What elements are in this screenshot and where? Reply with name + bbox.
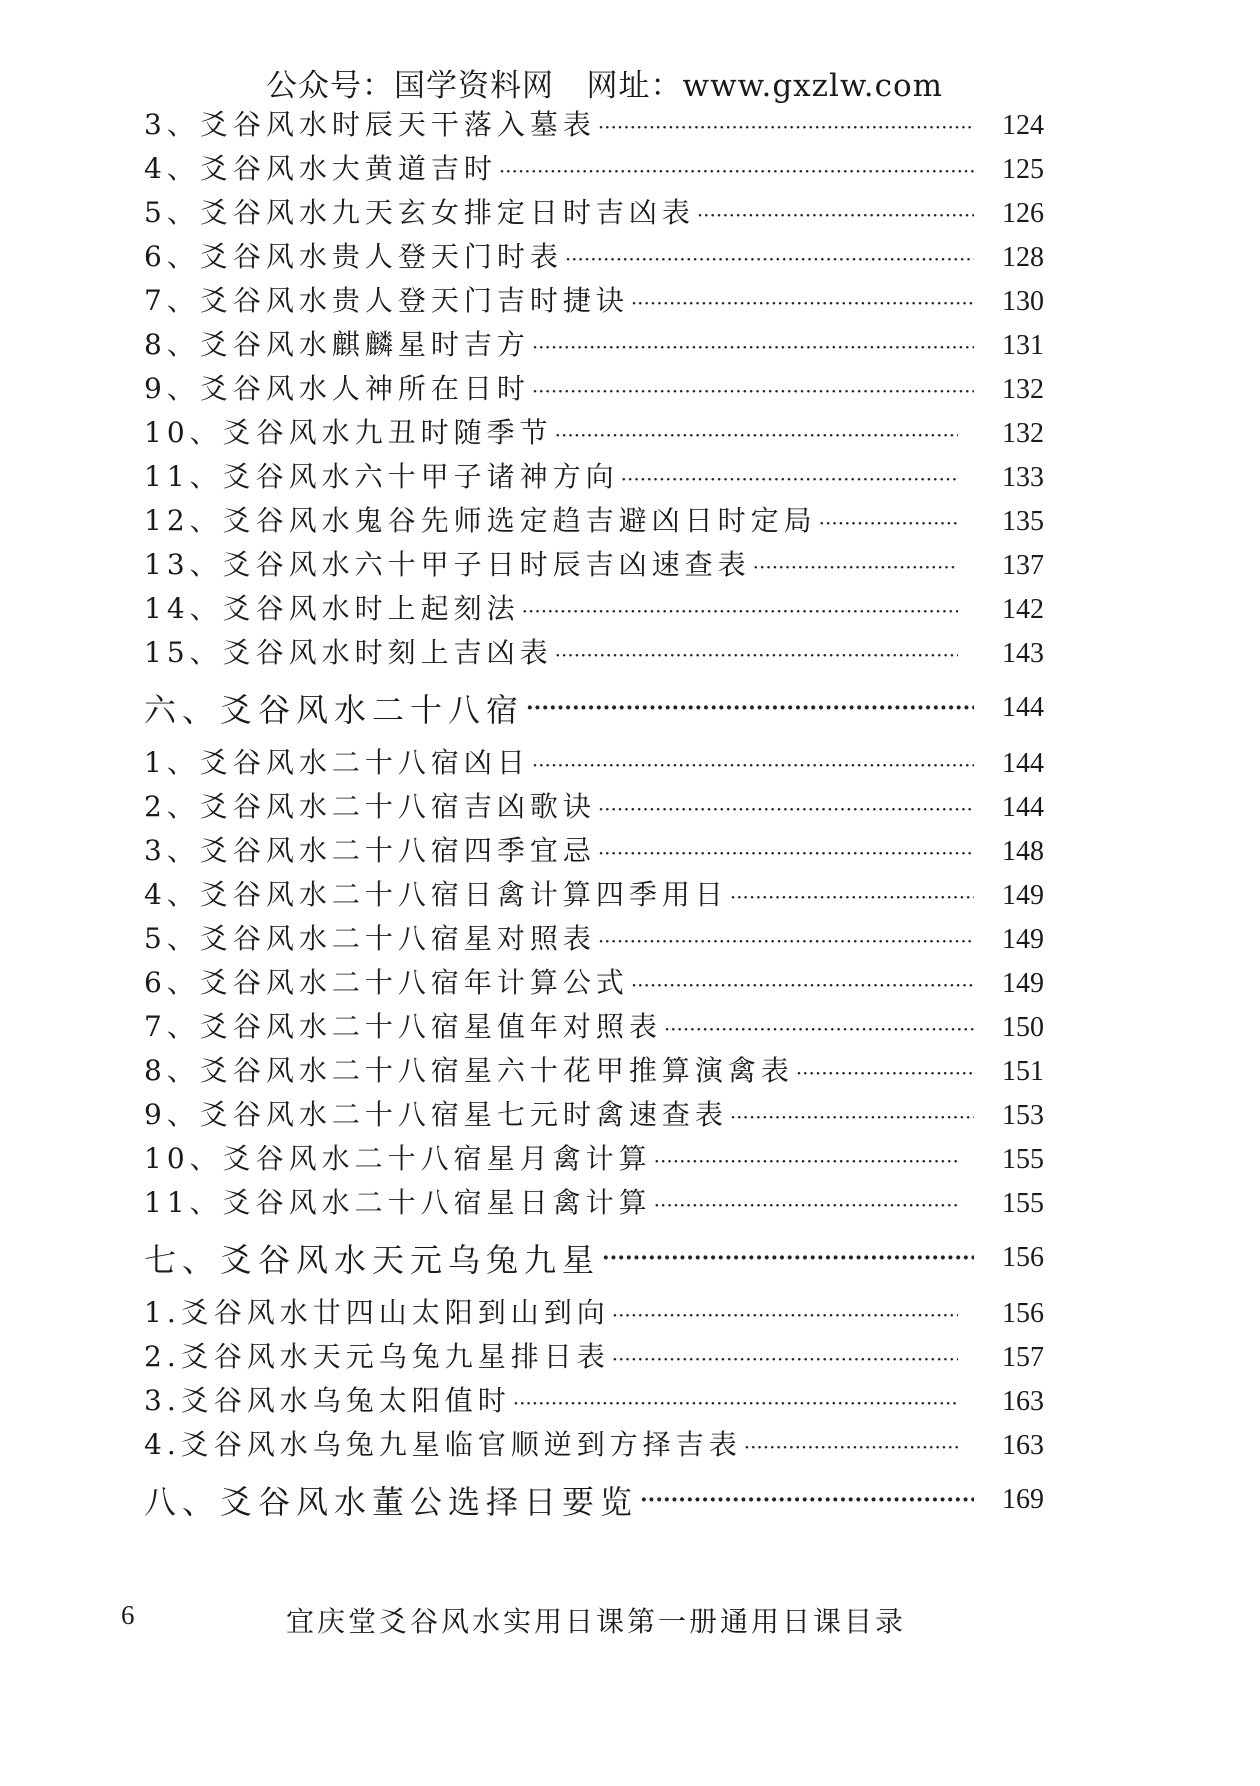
toc-entry bbox=[144, 631, 1044, 675]
dot-leader bbox=[602, 1245, 974, 1271]
dot-leader bbox=[526, 695, 974, 721]
toc-entry-title: 10、爻谷风水九丑时随季节 bbox=[144, 416, 553, 449]
dot-leader bbox=[522, 599, 958, 623]
toc-entry-page-number: 126 bbox=[1002, 198, 1044, 229]
toc-entry-title: 14、爻谷风水时上起刻法 bbox=[144, 592, 520, 625]
toc-entry bbox=[144, 1379, 1044, 1423]
toc-entry-page-number: 149 bbox=[1002, 968, 1044, 999]
toc-entry bbox=[144, 455, 1044, 499]
toc-entry bbox=[144, 411, 1044, 455]
dot-leader bbox=[631, 291, 974, 315]
toc-entry bbox=[144, 323, 1044, 367]
dot-leader bbox=[612, 1303, 958, 1327]
toc-entry-title: 4、爻谷风水二十八宿日禽计算四季用日 bbox=[144, 878, 728, 911]
toc-entry-title: 4.爻谷风水乌兔九星临官顺逆到方择吉表 bbox=[144, 1428, 742, 1461]
dot-leader bbox=[612, 1347, 958, 1371]
toc-entry bbox=[144, 543, 1044, 587]
toc-entry-page-number: 133 bbox=[1002, 462, 1044, 493]
toc-entry-title: 7、爻谷风水贵人登天门吉时捷诀 bbox=[144, 284, 629, 317]
toc-entry bbox=[144, 1423, 1044, 1467]
toc-entry-title: 5、爻谷风水二十八宿星对照表 bbox=[144, 922, 596, 955]
toc-entry bbox=[144, 499, 1044, 543]
toc-entry-title: 2、爻谷风水二十八宿吉凶歌诀 bbox=[144, 790, 596, 823]
toc-entry-title: 3、爻谷风水二十八宿四季宜忌 bbox=[144, 834, 596, 867]
dot-leader bbox=[555, 643, 958, 667]
toc-entry-title: 3.爻谷风水乌兔太阳值时 bbox=[144, 1384, 511, 1417]
dot-leader bbox=[513, 1391, 958, 1415]
dot-leader bbox=[532, 379, 974, 403]
toc-entry-title: 7、爻谷风水二十八宿星值年对照表 bbox=[144, 1010, 662, 1043]
toc-entry-title: 12、爻谷风水鬼谷先师选定趋吉避凶日时定局 bbox=[144, 504, 817, 537]
toc-entry-title: 6、爻谷风水贵人登天门时表 bbox=[144, 240, 563, 273]
toc-entry bbox=[144, 235, 1044, 279]
dot-leader bbox=[532, 335, 974, 359]
toc-entry-page-number: 144 bbox=[1002, 692, 1044, 723]
toc-entry-page-number: 156 bbox=[1002, 1242, 1044, 1273]
toc-entry-title: 5、爻谷风水九天玄女排定日时吉凶表 bbox=[144, 196, 695, 229]
footer-page-number: 6 bbox=[121, 1600, 135, 1630]
toc-entry bbox=[144, 191, 1044, 235]
toc-entry-title: 9、爻谷风水二十八宿星七元时禽速查表 bbox=[144, 1098, 728, 1131]
toc-entry-title: 六、爻谷风水二十八宿 bbox=[144, 691, 525, 729]
toc-entry bbox=[144, 587, 1044, 631]
toc-entry-title: 15、爻谷风水时刻上吉凶表 bbox=[144, 636, 553, 669]
toc-entry-page-number: 163 bbox=[1002, 1430, 1044, 1461]
dot-leader bbox=[819, 511, 958, 535]
toc-entry-page-number: 156 bbox=[1002, 1298, 1044, 1329]
toc-entry-title: 4、爻谷风水大黄道吉时 bbox=[144, 152, 497, 185]
dot-leader bbox=[631, 973, 974, 997]
toc-entry bbox=[144, 1137, 1044, 1181]
dot-leader bbox=[730, 885, 974, 909]
toc-section-heading bbox=[144, 1225, 1044, 1291]
dot-leader bbox=[697, 203, 974, 227]
toc-entry-title: 1.爻谷风水廿四山太阳到山到向 bbox=[144, 1296, 610, 1329]
dot-leader bbox=[654, 1149, 958, 1173]
dot-leader bbox=[664, 1017, 974, 1041]
toc-entry bbox=[144, 103, 1044, 147]
toc-entry bbox=[144, 367, 1044, 411]
toc-entry-page-number: 132 bbox=[1002, 418, 1044, 449]
dot-leader bbox=[598, 929, 974, 953]
toc-entry bbox=[144, 1335, 1044, 1379]
toc-entry-page-number: 169 bbox=[1002, 1484, 1044, 1515]
toc-entry-page-number: 144 bbox=[1002, 792, 1044, 823]
toc-entry-title: 8、爻谷风水麒麟星时吉方 bbox=[144, 328, 530, 361]
toc-entry-title: 七、爻谷风水天元乌兔九星 bbox=[144, 1241, 601, 1279]
toc-entry bbox=[144, 147, 1044, 191]
toc-entry-title: 8、爻谷风水二十八宿星六十花甲推算演禽表 bbox=[144, 1054, 794, 1087]
toc-entry-title: 3、爻谷风水时辰天干落入墓表 bbox=[144, 108, 596, 141]
toc-entry-title: 6、爻谷风水二十八宿年计算公式 bbox=[144, 966, 629, 999]
dot-leader bbox=[565, 247, 974, 271]
toc-entry bbox=[144, 1093, 1044, 1137]
toc-entry-page-number: 132 bbox=[1002, 374, 1044, 405]
table-of-contents bbox=[144, 103, 1044, 1533]
toc-entry-page-number: 124 bbox=[1002, 110, 1044, 141]
toc-entry-title: 1、爻谷风水二十八宿凶日 bbox=[144, 746, 530, 779]
toc-entry-title: 13、爻谷风水六十甲子日时辰吉凶速查表 bbox=[144, 548, 751, 581]
dot-leader bbox=[499, 159, 974, 183]
toc-entry-page-number: 157 bbox=[1002, 1342, 1044, 1373]
toc-entry bbox=[144, 917, 1044, 961]
toc-entry-page-number: 128 bbox=[1002, 242, 1044, 273]
dot-leader bbox=[598, 115, 974, 139]
dot-leader bbox=[555, 423, 958, 447]
toc-entry-page-number: 137 bbox=[1002, 550, 1044, 581]
toc-entry-page-number: 135 bbox=[1002, 506, 1044, 537]
dot-leader bbox=[753, 555, 958, 579]
toc-entry-page-number: 151 bbox=[1002, 1056, 1044, 1087]
toc-entry bbox=[144, 873, 1044, 917]
toc-entry-page-number: 130 bbox=[1002, 286, 1044, 317]
toc-entry bbox=[144, 741, 1044, 785]
dot-leader bbox=[796, 1061, 974, 1085]
toc-entry bbox=[144, 1181, 1044, 1225]
toc-entry bbox=[144, 829, 1044, 873]
toc-entry-title: 11、爻谷风水六十甲子诸神方向 bbox=[144, 460, 619, 493]
dot-leader bbox=[654, 1193, 958, 1217]
toc-entry-title: 10、爻谷风水二十八宿星月禽计算 bbox=[144, 1142, 652, 1175]
dot-leader bbox=[532, 753, 974, 777]
dot-leader bbox=[621, 467, 958, 491]
toc-section-heading bbox=[144, 1467, 1044, 1533]
dot-leader bbox=[730, 1105, 974, 1129]
page-header: 公众号：国学资料网 网址：www.gxzlw.com bbox=[266, 68, 944, 104]
toc-entry bbox=[144, 961, 1044, 1005]
toc-entry-page-number: 150 bbox=[1002, 1012, 1044, 1043]
toc-entry-page-number: 163 bbox=[1002, 1386, 1044, 1417]
toc-section-heading bbox=[144, 675, 1044, 741]
toc-entry-page-number: 153 bbox=[1002, 1100, 1044, 1131]
toc-entry-page-number: 142 bbox=[1002, 594, 1044, 625]
toc-entry-title: 11、爻谷风水二十八宿星日禽计算 bbox=[144, 1186, 652, 1219]
toc-entry-page-number: 155 bbox=[1002, 1188, 1044, 1219]
toc-entry bbox=[144, 785, 1044, 829]
toc-entry-page-number: 155 bbox=[1002, 1144, 1044, 1175]
toc-entry-title: 9、爻谷风水人神所在日时 bbox=[144, 372, 530, 405]
toc-entry-title: 2.爻谷风水天元乌兔九星排日表 bbox=[144, 1340, 610, 1373]
toc-entry-page-number: 144 bbox=[1002, 748, 1044, 779]
footer-book-title: 宜庆堂爻谷风水实用日课第一册通用日课目录 bbox=[286, 1605, 907, 1638]
toc-entry-page-number: 131 bbox=[1002, 330, 1044, 361]
toc-entry-page-number: 148 bbox=[1002, 836, 1044, 867]
toc-entry bbox=[144, 1049, 1044, 1093]
dot-leader bbox=[640, 1487, 974, 1513]
dot-leader bbox=[598, 797, 974, 821]
toc-entry-title: 八、爻谷风水董公选择日要览 bbox=[144, 1483, 639, 1521]
toc-entry-page-number: 125 bbox=[1002, 154, 1044, 185]
toc-entry bbox=[144, 1291, 1044, 1335]
toc-entry-page-number: 143 bbox=[1002, 638, 1044, 669]
dot-leader bbox=[744, 1435, 958, 1459]
toc-entry bbox=[144, 1005, 1044, 1049]
toc-entry-page-number: 149 bbox=[1002, 924, 1044, 955]
toc-entry bbox=[144, 279, 1044, 323]
toc-entry-page-number: 149 bbox=[1002, 880, 1044, 911]
dot-leader bbox=[598, 841, 974, 865]
